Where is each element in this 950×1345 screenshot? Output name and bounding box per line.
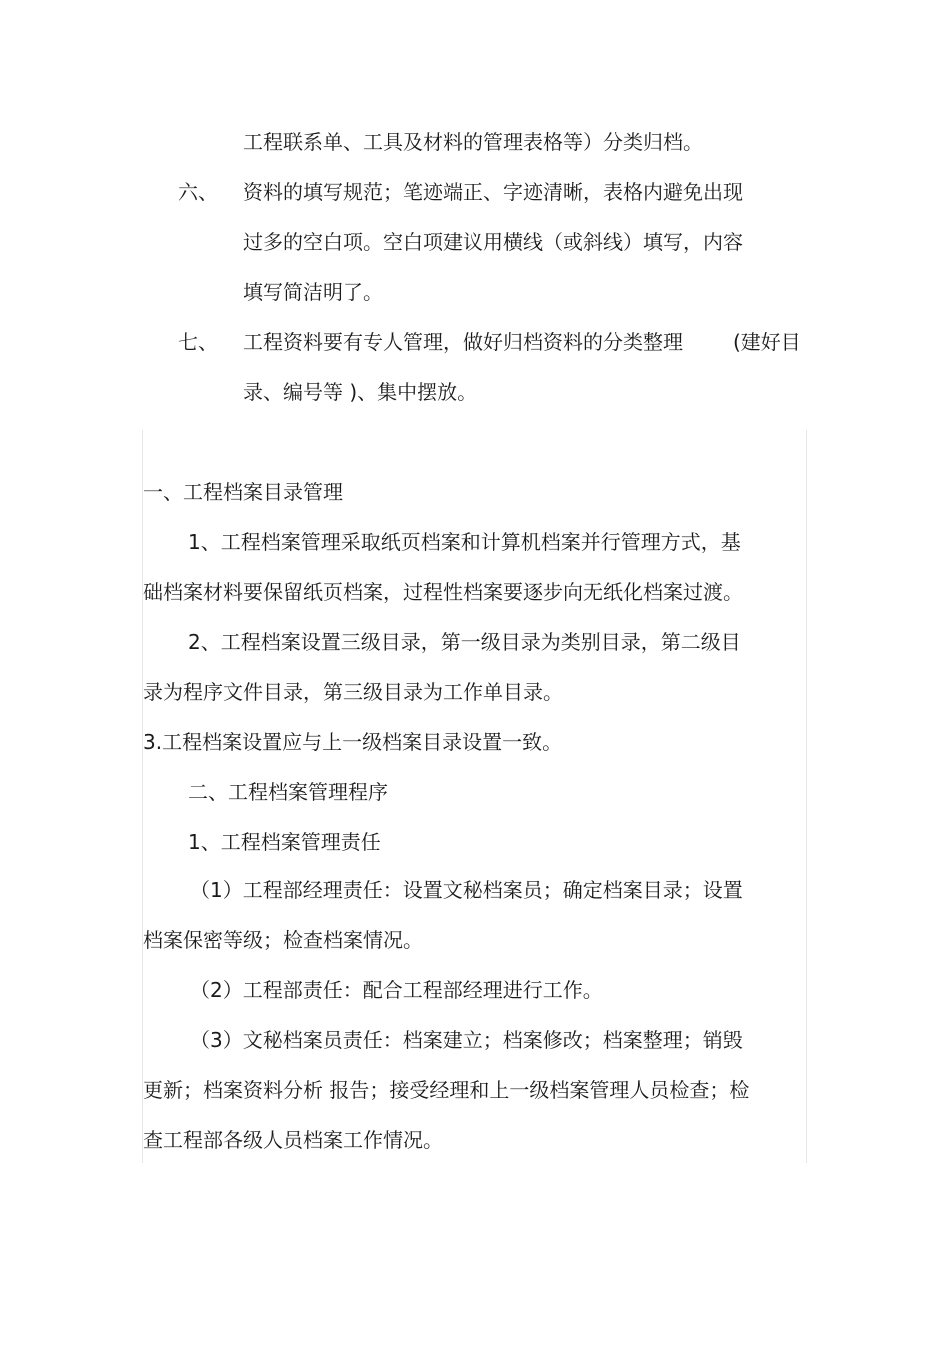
paragraph-line: 2、工程档案设置三级目录，第一级目录为类别目录，第二级目 xyxy=(188,630,741,654)
text-line: 填写简洁明了。 xyxy=(243,280,383,304)
paragraph-line: 1、工程档案管理采取纸页档案和计算机档案并行管理方式，基 xyxy=(188,530,741,554)
paragraph-line: （1）工程部经理责任：设置文秘档案员；确定档案目录；设置 xyxy=(190,878,743,902)
subsection-heading: 1、工程档案管理责任 xyxy=(188,830,381,854)
section-heading: 一、工程档案目录管理 xyxy=(143,480,343,504)
paragraph-line: 3.工程档案设置应与上一级档案目录设置一致。 xyxy=(143,730,563,754)
paragraph-line: 更新；档案资料分析 报告；接受经理和上一级档案管理人员检查；检 xyxy=(143,1078,750,1102)
paragraph-line: 录为程序文件目录，第三级目录为工作单目录。 xyxy=(143,680,563,704)
item-number: 六、 xyxy=(178,180,218,204)
text-line: 过多的空白项。空白项建议用横线（或斜线）填写，内容 xyxy=(243,230,743,254)
paragraph-line: 查工程部各级人员档案工作情况。 xyxy=(143,1128,443,1152)
text-line: 资料的填写规范；笔迹端正、字迹清晰，表格内避免出现 xyxy=(243,180,743,204)
text-line: (建好目 xyxy=(733,330,801,354)
paragraph-line: 础档案材料要保留纸页档案，过程性档案要逐步向无纸化档案过渡。 xyxy=(143,580,743,604)
frame-left-border xyxy=(142,430,143,1163)
paragraph-line: （2）工程部责任：配合工程部经理进行工作。 xyxy=(190,978,603,1002)
paragraph-line: 档案保密等级；检查档案情况。 xyxy=(143,928,423,952)
text-line: 工程资料要有专人管理，做好归档资料的分类整理 xyxy=(243,330,683,354)
item-number: 七、 xyxy=(178,330,218,354)
text-line: 工程联系单、工具及材料的管理表格等）分类归档。 xyxy=(243,130,703,154)
section-heading: 二、工程档案管理程序 xyxy=(188,780,388,804)
paragraph-line: （3）文秘档案员责任：档案建立；档案修改；档案整理；销毁 xyxy=(190,1028,743,1052)
frame-right-border xyxy=(806,430,807,1163)
text-line: 录、编号等 )、集中摆放。 xyxy=(243,380,478,404)
